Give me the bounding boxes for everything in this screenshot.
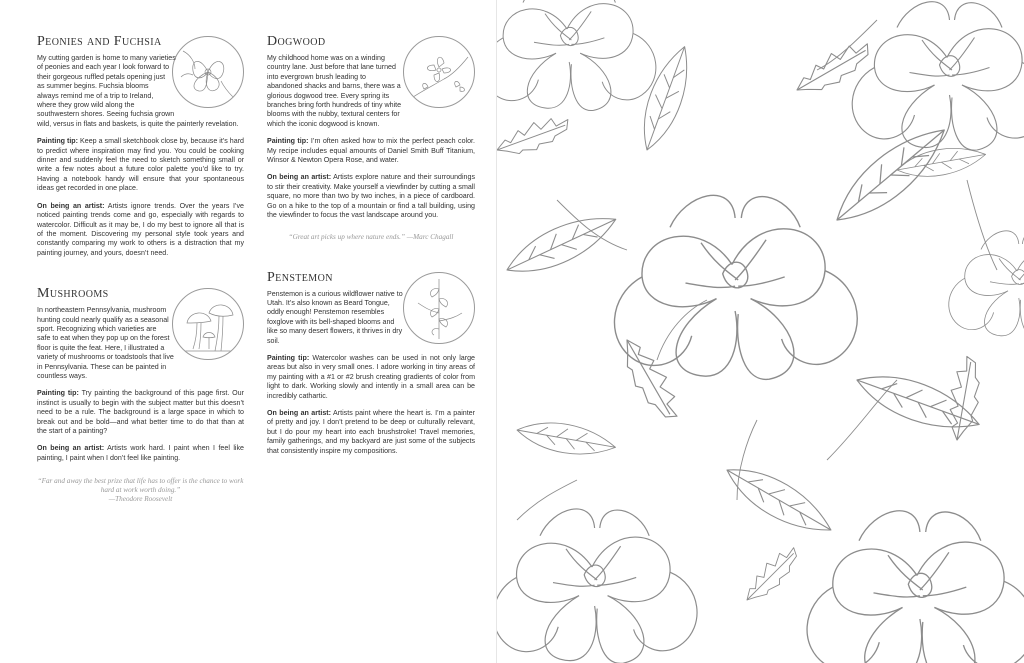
right-text-column: [267, 34, 475, 464]
section-peonies: [37, 34, 244, 258]
dogwood-on-being-artist: [267, 173, 475, 220]
peony-vignette-icon: [172, 36, 244, 108]
mushrooms-on-being-artist: [37, 444, 244, 463]
mushrooms-artist-text: Artists work hard. I paint when I feel like painting, I paint when I don’t feel like painting.: [37, 444, 244, 462]
penstemon-tip-label: Painting tip:: [267, 353, 310, 362]
section-penstemon: [267, 270, 475, 457]
penstemon-artist-label: On being an artist:: [267, 408, 332, 417]
penstemon-intro: Penstemon is a curious wildflower native to Utah. It’s also known as Beard Tongue, oddly enough! Penstemon resembles foxglove with its bell-shaped blooms and like so many desert flowers, it thrives in dry soil.: [267, 289, 403, 345]
penstemon-tip-text: Watercolor washes can be used in not only large areas but also in very small ones. I adore working in tiny areas of my painting with a #1 or #2 brush creating gradients of color from light to dark. Working slowly and intently in a small area can be incredibly cathartic.: [267, 353, 476, 400]
section-title-dogwood: Dogwood: [267, 34, 326, 49]
left-page: [0, 0, 497, 663]
mushrooms-quote-author: —Theodore Roosevelt: [108, 495, 173, 504]
penstemon-on-being-artist: [267, 409, 475, 456]
mushrooms-tip-label: Painting tip:: [37, 389, 79, 398]
penstemon-painting-tip: [267, 354, 475, 401]
mushrooms-painting-tip: [37, 389, 244, 436]
section-dogwood: [267, 34, 475, 242]
coloring-page: [497, 0, 1024, 663]
dogwood-intro: My childhood home was on a winding country lane. Just before that lane turned into evergrown brush leading to abandoned shacks and barns, there was a glorious dogwood tree. Every spring its branches bring forth hundreds of tiny white blooms with the nubby, textural centers for which the iconic dogwood is known.: [267, 54, 402, 128]
peonies-painting-tip: [37, 137, 244, 193]
peonies-tip-text: Keep a small sketchbook close by, because it’s hard to predict where inspiration may find you. You could be cooking dinner and suddenly feel the need to sketch something small or write a few notes about a future color palette you’d like to try. Having a notebook handy will ensure that your spontaneous ideas get recorded in one place.: [37, 137, 244, 193]
dogwood-vignette-icon: [403, 36, 475, 108]
dogwood-tip-text: I’m often asked how to mix the perfect peach color. My recipe includes equal amounts of Daniel Smith Buff Titanium, Winsor & Newton Opera Rose, and water.: [267, 137, 475, 165]
peonies-on-being-artist: [37, 202, 244, 258]
mushrooms-artist-label: On being an artist:: [37, 444, 105, 453]
floral-line-art: [497, 0, 1024, 663]
section-title-penstemon: Penstemon: [267, 269, 333, 285]
mushroom-vignette-icon: [172, 288, 244, 360]
penstemon-vignette-icon: [403, 272, 475, 344]
peonies-tip-label: Painting tip:: [37, 137, 79, 146]
penstemon-artist-text: Artists paint where the heart is. I’m a painter of pretty and joy. I don’t pretend to be deep or culturally relevant, but I do pour my heart into each brushstroke! Travel memories, family gatherings, and my backyard are just some of the subjects that consistently inspire my compositions.: [267, 408, 475, 455]
peonies-artist-text: Artists ignore trends. Over the years I’ve noticed painting trends come and go, especially with regards to watercolor. Difficult as it may be, I do my best to ignore all that is of the moment. Discovering my personal style took years and constantly comparing my work to others is a distraction that my painting journey, and yours, doesn’t need.: [37, 201, 244, 257]
dogwood-quote: “Great art picks up where nature ends.” —Marc Chagall: [288, 232, 454, 241]
peonies-artist-label: On being an artist:: [37, 201, 105, 210]
section-title-mushrooms: Mushrooms: [37, 286, 109, 302]
mushrooms-intro: In northeastern Pennsylvania, mushroom hunting could nearly qualify as a seasonal sport. Recognizing which varieties are safe to eat when they pop up on the forest floor is quite the feat. Here, I illustrated a variety of mushrooms or toadstools that live in Pennsylvania. These can be painted in countless ways.: [37, 306, 174, 380]
mushrooms-tip-text: Try painting the background of this page first. Our instinct is usually to begin with the subject matter but this doesn’t need to be a rule. The background is a large space in which to break out and be bold—and what better time to do that than at the start of a painting?: [37, 389, 244, 435]
section-title-peonies: Peonies and Fuchsia: [37, 34, 162, 49]
dogwood-tip-label: Painting tip:: [267, 137, 309, 146]
mushrooms-quote-text: “Far and away the best prize that life has to offer is the chance to work hard at work worth doing.”: [37, 477, 244, 495]
dogwood-painting-tip: [267, 137, 475, 165]
peonies-intro: My cutting garden is home to many varieties of peonies and each year I look forward to their gorgeous ruffled petals opening just as summer begins. Fuchsia blooms always remind me of a trip to Ireland, where they grow wild along the southwestern shores. Seeing fuchsia grown wild, versus in flats and baskets, is quite the painterly revelation.: [37, 54, 239, 128]
section-mushrooms: [37, 286, 244, 504]
dogwood-artist-label: On being an artist:: [267, 173, 332, 182]
dogwood-artist-text: Artists explore nature and their surroundings to stir their creativity. Make yourself a viewfinder by cutting a small square, no more than two by two inches, in a piece of cardboard. Go on a hike to the top of a mountain or find a tall building, using the viewfinder to focus the vast landscape around you.: [267, 173, 475, 220]
left-text-column: [37, 34, 244, 504]
mushrooms-quote: [37, 477, 244, 504]
